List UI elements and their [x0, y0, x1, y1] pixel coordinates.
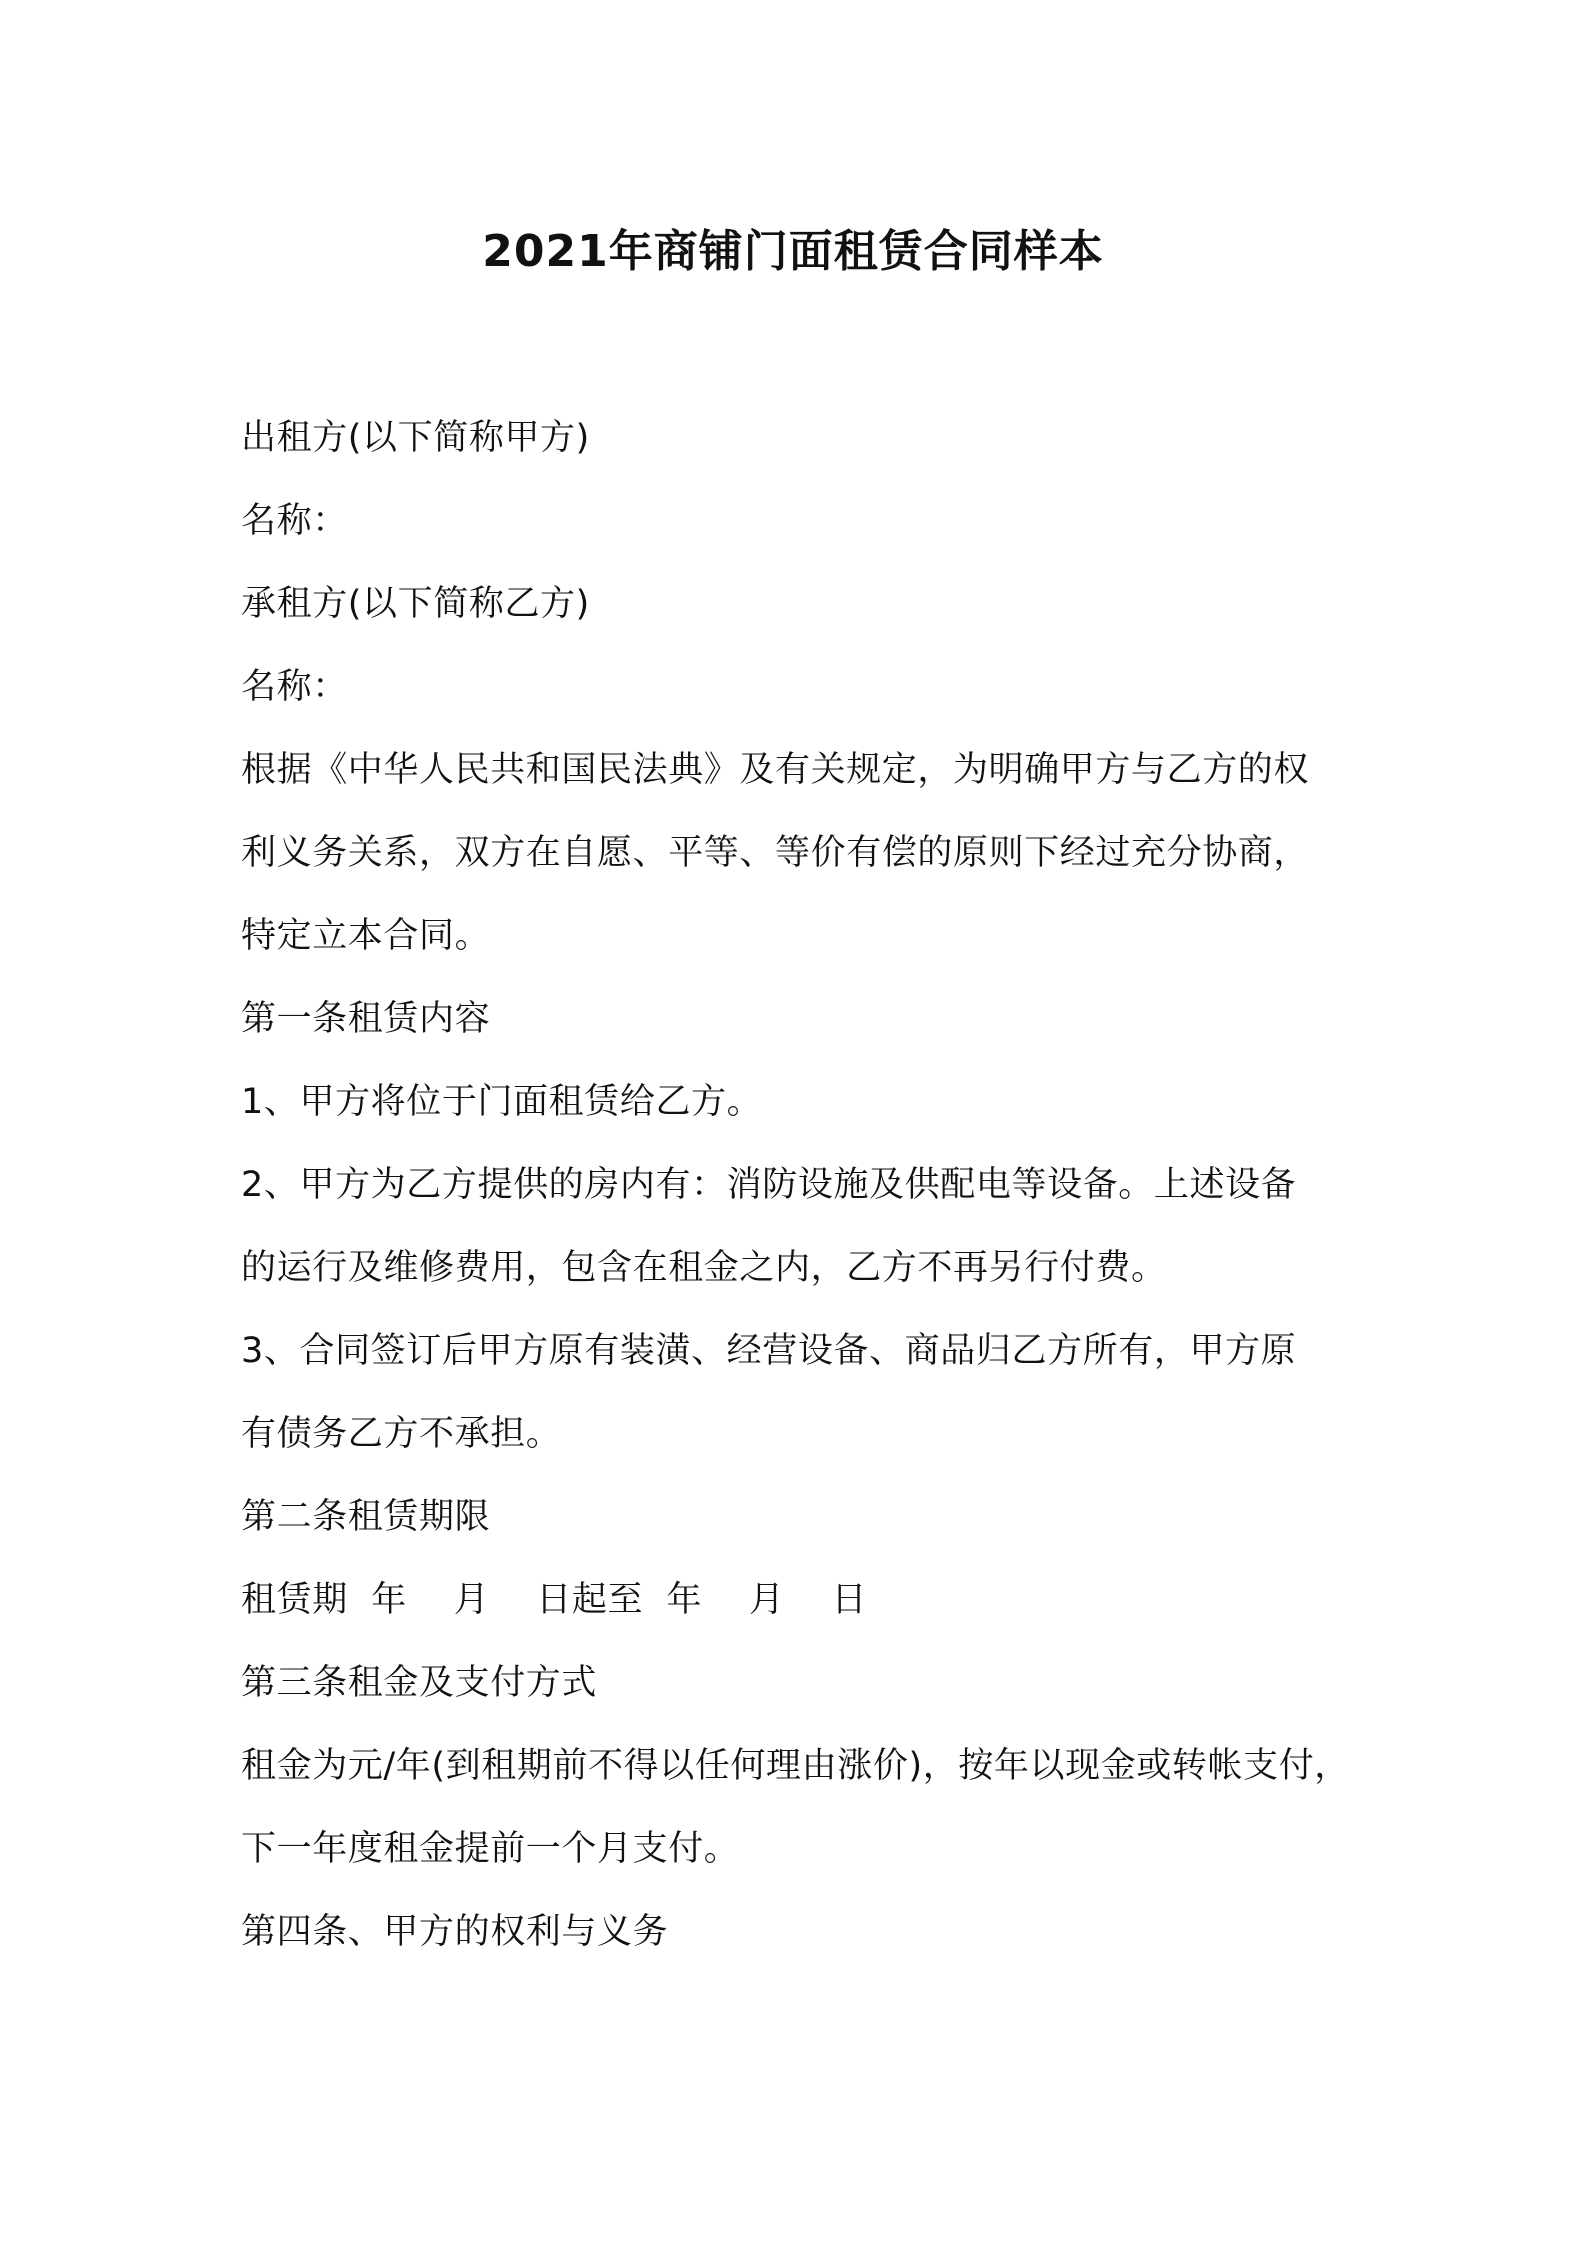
- article-1-clause-1: 1、甲方将位于门面租赁给乙方。: [241, 1082, 763, 1122]
- lessor-name-label: 名称：: [241, 501, 348, 541]
- article-1-clause-3-line-1: 3、合同签订后甲方原有装潢、经营设备、商品归乙方所有，甲方原: [241, 1331, 1297, 1371]
- preamble-line-3: 特定立本合同。: [241, 916, 491, 956]
- rent-line-1: 租金为元/年(到租期前不得以任何理由涨价)，按年以现金或转帐支付，: [241, 1746, 1350, 1786]
- lessee-heading: 承租方(以下简称乙方): [241, 584, 590, 624]
- article-2-heading: 第二条租赁期限: [241, 1497, 491, 1537]
- article-4-heading: 第四条、甲方的权利与义务: [241, 1912, 669, 1952]
- article-3-heading: 第三条租金及支付方式: [241, 1663, 598, 1703]
- article-1-clause-3-line-2: 有债务乙方不承担。: [241, 1414, 562, 1454]
- document-title: 2021年商铺门面租赁合同样本: [482, 226, 1104, 277]
- article-1-clause-2-line-1: 2、甲方为乙方提供的房内有：消防设施及供配电等设备。上述设备: [241, 1165, 1297, 1205]
- lessee-name-label: 名称：: [241, 667, 348, 707]
- article-1-clause-2-line-2: 的运行及维修费用，包含在租金之内，乙方不再另行付费。: [241, 1248, 1167, 1288]
- preamble-line-2: 利义务关系，双方在自愿、平等、等价有偿的原则下经过充分协商，: [241, 833, 1310, 873]
- lease-term-line: 租赁期 年 月 日起至 年 月 日: [241, 1580, 868, 1620]
- rent-line-2: 下一年度租金提前一个月支付。: [241, 1829, 740, 1869]
- preamble-line-1: 根据《中华人民共和国民法典》及有关规定，为明确甲方与乙方的权: [241, 750, 1310, 790]
- lessor-heading: 出租方(以下简称甲方): [241, 418, 590, 458]
- article-1-heading: 第一条租赁内容: [241, 999, 491, 1039]
